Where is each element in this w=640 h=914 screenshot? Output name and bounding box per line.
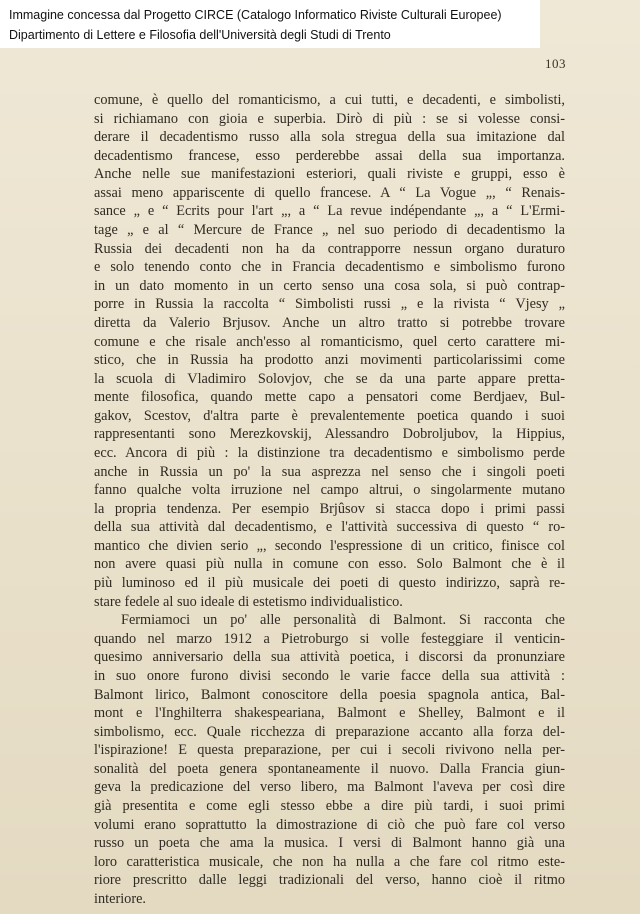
text-line: Balmont lirico, Balmont conoscitore della poesia spagnola antica, Bal- [94,686,565,703]
text-line: sance „ e “ Ecrits pour l'art „, a “ La revue indépendante „, a “ L'Ermi- [94,203,565,220]
text-line: più luminoso ed il più musicale dei poeti di questo indirizzo, saprà re- [94,575,565,592]
text-line: quando nel marzo 1912 a Pietroburgo si volle festeggiare il venticin- [94,630,565,647]
text-line: quesimo anniversario della sua attività poetica, i discorsi da pronunziare [94,649,565,666]
paragraph [94,91,565,611]
text-line: mente filosofica, quando mette capo a pensatori come Berdjaev, Bul- [94,389,565,406]
text-line: la scuola di Vladimiro Solovjov, che se da una parte appare pretta- [94,370,565,387]
text-line: rappresentanti sono Merezkovskij, Alessandro Dobroljubov, la Hippius, [94,426,565,443]
text-line: mantico che divien serio „, secondo l'espressione di un critico, finisce col [94,537,565,554]
text-line: stico, che in Russia ha prodotto anzi movimenti particolarissimi come [94,352,565,369]
text-line: sonalità del poeta genera spontaneamente il nuovo. Dalla Francia giun- [94,760,565,777]
text-line: fanno qualche volta irruzione nel campo altrui, o singolarmente mutano [94,482,565,499]
page-number: 103 [545,56,566,71]
text-line: simbolismo, ecc. Quale ricchezza di preparazione accanto alla forza del- [94,723,565,740]
text-line: in suo onore furono divisi secondo le varie facce della sua attività : [94,667,565,684]
text-line: russo un poeta che ama la musica. I versi di Balmont hanno già una [94,835,565,852]
paragraph [94,611,565,908]
banner-line-2: Dipartimento di Lettere e Filosofia dell'Università degli Studi di Trento [9,28,391,42]
text-line: si richiamano con gioia e superbia. Dirò di più : se si volesse consi- [94,110,565,127]
text-line: Russia dei decadenti non ha da contrapporre nessun organo duraturo [94,240,565,257]
text-line: Anche nelle sue manifestazioni esteriori, quali riviste e gruppi, esso è [94,166,565,183]
text-line: interiore. [94,890,147,907]
text-line: stare fedele al suo ideale di estetismo individualistico. [94,593,403,610]
text-line: decadentismo francese, esso perderebbe assai della sua importanza. [94,147,565,164]
text-line: gakov, Scestov, d'altra parte è prevalentemente poetica quando i suoi [94,407,565,424]
text-line: comune e che risale anch'esso al romanticismo, quel certo carattere mi- [94,333,565,350]
source-banner [0,0,540,48]
text-line: assai meno appariscente di quello francese. A “ La Vogue „, “ Renais- [94,184,565,201]
text-line: comune, è quello del romanticismo, a cui tutti, e decadenti, e simbolisti, [94,92,565,108]
text-line: diretta da Valerio Brjusov. Anche un altro tratto si potrebbe trovare [94,314,565,331]
text-line: geva la predicazione del verso libero, ma Balmont l'aveva per così dire [94,779,565,796]
text-line: anche in Russia un po' la sua asprezza nel senso che i singoli poeti [94,463,565,480]
text-line: loro caratteristica musicale, che non ha nulla a che fare col ritmo este- [94,853,565,870]
text-line: derare il decadentismo russo alla sola stregua della sua imitazione dal [94,129,565,146]
text-line: in un dato momento in un certo senso una cosa sola, si può contrap- [94,277,565,294]
body-text [94,91,565,908]
banner-line-1: Immagine concessa dal Progetto CIRCE (Catalogo Informatico Riviste Culturali Europee) [9,8,502,22]
text-line: mont e l'Inghilterra shakespeariana, Balmont e Shelley, Balmont e il [94,705,565,722]
text-line: porre in Russia la raccolta “ Simbolisti russi „ e la rivista “ Vjesy „ [94,296,565,313]
text-line: tage „ e al “ Mercure de France „ nel suo periodo di decadentismo la [94,222,565,239]
text-line: riore prescritto dalle leggi tradizionali del verso, hanno cioè il ritmo [94,872,565,889]
text-line: ecc. Ancora di più : la distinzione tra decadentismo e simbolismo perde [94,444,565,461]
text-line: l'ispirazione! E questa preparazione, per cui i secoli rivivono nella per- [94,742,565,759]
text-line: non avere quasi più nulla in comune con esso. Solo Balmont che è il [94,556,565,573]
text-line: e solo tenendo conto che in Francia decadentismo e simbolismo furono [94,259,565,276]
text-line: già presentita e come egli stesso ebbe a dire più tardi, i suoi primi [94,797,565,814]
text-line: la propria tendenza. Per esempio Brjûsov si stacca dopo i primi passi [94,500,565,517]
text-line: volumi erano soprattutto la dimostrazione di ciò che può fare col verso [94,816,565,833]
text-line: Fermiamoci un po' alle personalità di Balmont. Si racconta che [121,612,565,629]
text-line: della sua attività dal decadentismo, e l'attività successiva di questo “ ro- [94,519,565,536]
